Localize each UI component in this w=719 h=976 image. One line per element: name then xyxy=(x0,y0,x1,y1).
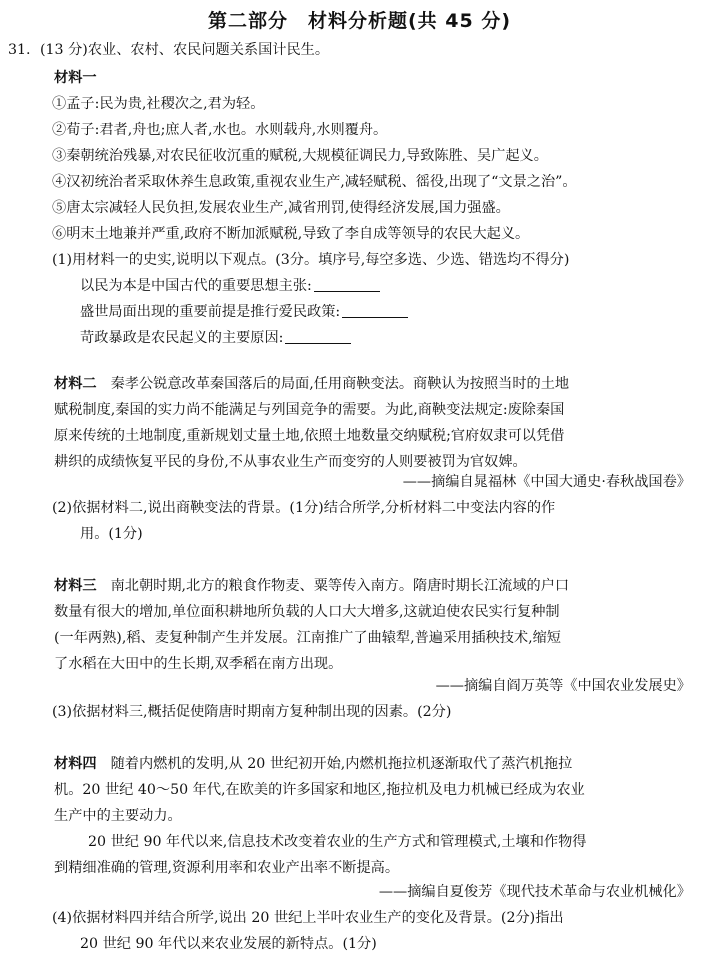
material4-line: 生产中的主要动力。 xyxy=(54,808,182,824)
material3-line: 南北朝时期,北方的粮食作物麦、粟等传入南方。隋唐时期长江流域的户口 xyxy=(110,578,570,594)
material4-label: 材料四 xyxy=(54,756,97,772)
section-title: 第二部分 材料分析题(共 45 分) xyxy=(207,10,512,32)
q1-stem: (1)用材料一的史实,说明以下观点。(3分。填序号,每空多选、少选、错选均不得分) xyxy=(52,252,570,268)
material2-line: 原来传统的土地制度,重新规划丈量土地,依照土地数量交纳赋税;官府奴隶可以凭借 xyxy=(54,428,565,444)
material4-line: 20 世纪 90 年代以来,信息技术改变着农业的生产方式和管理模式,土壤和作物得 xyxy=(88,834,587,850)
q3-text: (3)依据材料三,概括促使隋唐时期南方复种制出现的因素。(2分) xyxy=(52,704,452,720)
material2-label: 材料二 xyxy=(54,376,97,392)
answer-blank[interactable] xyxy=(285,329,351,344)
question-intro: (13 分)农业、农村、农民问题关系国计民生。 xyxy=(40,42,330,58)
material1-item: ②荀子:君者,舟也;庶人者,水也。水则载舟,水则覆舟。 xyxy=(52,122,388,138)
material4-line: 到精细准确的管理,资源利用率和农业产出率不断提高。 xyxy=(54,860,400,876)
material3-line: 了水稻在大田中的生长期,双季稻在南方出现。 xyxy=(54,656,343,672)
answer-blank[interactable] xyxy=(342,303,408,318)
answer-blank[interactable] xyxy=(314,277,380,292)
material3-line: 数量有很大的增加,单位面积耕地所负载的人口大大增多,这就迫使农民实行复种制 xyxy=(54,604,560,620)
material3-line: (一年两熟),稻、麦复种制产生并发展。江南推广了曲辕犁,普遍采用插秧技术,缩短 xyxy=(54,630,561,646)
q4-line: 20 世纪 90 年代以来农业发展的新特点。(1分) xyxy=(80,936,377,952)
material4-source: ——摘编自夏俊芳《现代技术革命与农业机械化》 xyxy=(378,884,691,900)
material1-item: ①孟子:民为贵,社稷次之,君为轻。 xyxy=(52,96,265,112)
material1-label: 材料一 xyxy=(54,70,97,86)
material4-line: 机。20 世纪 40～50 年代,在欧美的许多国家和地区,拖拉机及电力机械已经成为农业 xyxy=(54,782,585,798)
q1-blank-row xyxy=(80,276,380,296)
material3-first-line xyxy=(54,576,569,596)
material3-label: 材料三 xyxy=(54,578,97,594)
q2-line: (2)依据材料二,说出商鞅变法的背景。(1分)结合所学,分析材料二中变法内容的作 xyxy=(52,500,556,516)
q1-blank-row xyxy=(80,328,351,348)
material2-first-line xyxy=(54,374,569,394)
q1-blank-label: 苛政暴政是农民起义的主要原因: xyxy=(80,330,284,346)
q1-blank-label: 盛世局面出现的重要前提是推行爱民政策: xyxy=(80,304,341,320)
q1-blank-row xyxy=(80,302,408,322)
material1-item: ③秦朝统治残暴,对农民征收沉重的赋税,大规模征调民力,导致陈胜、吴广起义。 xyxy=(52,148,548,164)
question-number: 31. xyxy=(8,42,31,58)
material4-first-line xyxy=(54,754,572,774)
material1-item: ④汉初统治者采取休养生息政策,重视农业生产,减轻赋税、徭役,出现了“文景之治”。 xyxy=(52,174,577,190)
material2-source: ——摘编自晁福林《中国大通史·春秋战国卷》 xyxy=(402,474,691,490)
q2-line: 用。(1分) xyxy=(80,526,143,542)
material2-line: 耕织的成绩恢复平民的身份,不从事农业生产而变穷的人则要被罚为官奴婢。 xyxy=(54,454,527,470)
material1-item: ⑤唐太宗减轻人民负担,发展农业生产,减省刑罚,使得经济发展,国力强盛。 xyxy=(52,200,510,216)
q1-blank-label: 以民为本是中国古代的重要思想主张: xyxy=(80,278,312,294)
material4-line: 随着内燃机的发明,从 20 世纪初开始,内燃机拖拉机逐渐取代了蒸汽机拖拉 xyxy=(110,756,573,772)
material3-source: ——摘编自阎万英等《中国农业发展史》 xyxy=(435,678,691,694)
material2-line: 赋税制度,秦国的实力尚不能满足与列国竞争的需要。为此,商鞅变法规定:废除秦国 xyxy=(54,402,565,418)
material2-line: 秦孝公锐意改革秦国落后的局面,任用商鞅变法。商鞅认为按照当时的土地 xyxy=(110,376,570,392)
q4-line: (4)依据材料四并结合所学,说出 20 世纪上半叶农业生产的变化及背景。(2分)指出 xyxy=(52,910,564,926)
material1-item: ⑥明末土地兼并严重,政府不断加派赋税,导致了李自成等领导的农民大起义。 xyxy=(52,226,530,242)
